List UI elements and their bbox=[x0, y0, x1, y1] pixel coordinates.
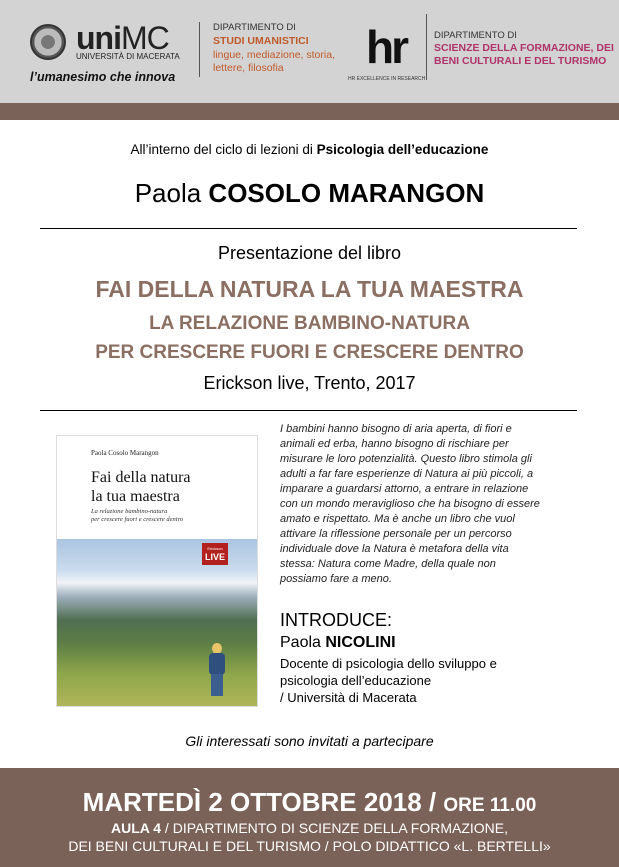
intro-prefix: All’interno del ciclo di lezioni di bbox=[130, 142, 317, 157]
introducer-first-name: Paola bbox=[280, 634, 326, 651]
divider-line bbox=[40, 228, 577, 229]
dept2-name: SCIENZE DELLA FORMAZIONE, DEI BENI CULTURALI E DEL TURISMO bbox=[434, 42, 614, 67]
erickson-live-badge bbox=[202, 543, 228, 565]
cover-title-line2: la tua maestra bbox=[91, 488, 180, 505]
event-date-text: MARTEDÌ 2 OTTOBRE 2018 / bbox=[82, 787, 444, 817]
book-subtitle-1: LA RELAZIONE BAMBINO-NATURA bbox=[149, 313, 470, 334]
divider-line bbox=[40, 410, 577, 411]
dept2-label: DIPARTIMENTO DI bbox=[434, 30, 517, 41]
speaker-first-name: Paola bbox=[134, 178, 209, 208]
speaker-last-name: COSOLO MARANGON bbox=[208, 178, 485, 208]
publisher-info: Erickson live, Trento, 2017 bbox=[203, 373, 416, 393]
event-room: AULA 4 bbox=[111, 820, 162, 836]
cover-subtitle bbox=[91, 508, 183, 524]
header-divider bbox=[426, 14, 427, 80]
event-location-rest: / DIPARTIMENTO DI SCIENZE DELLA FORMAZIONE, bbox=[161, 820, 508, 836]
event-location-2: DEI BENI CULTURALI E DEL TURISMO / POLO DIDATTICO «L. BERTELLI» bbox=[68, 838, 551, 854]
cover-author: Paola Cosolo Marangon bbox=[91, 449, 159, 457]
introduce-label: INTRODUCE: bbox=[280, 610, 392, 630]
cover-title-line1: Fai della natura bbox=[91, 469, 191, 486]
speaker-name bbox=[0, 178, 619, 209]
intro-line bbox=[0, 142, 619, 157]
unimc-logo-part1: uni bbox=[76, 20, 121, 56]
introducer-role-1: Docente di psicologia dello sviluppo e bbox=[280, 656, 497, 671]
unimc-subtitle: UNIVERSITÀ DI MACERATA bbox=[76, 52, 180, 61]
header-band bbox=[0, 103, 619, 120]
child-figure-icon bbox=[207, 643, 227, 698]
child-body bbox=[209, 653, 225, 675]
tagline: l’umanesimo che innova bbox=[30, 70, 176, 84]
child-legs bbox=[211, 674, 223, 696]
cover-subtitle-line1: La relazione bambino-natura bbox=[91, 508, 168, 515]
introducer-role-3: / Università di Macerata bbox=[280, 690, 417, 705]
hr-subtitle: HR EXCELLENCE IN RESEARCH bbox=[348, 76, 426, 82]
dept1-label: DIPARTIMENTO DI bbox=[213, 22, 296, 33]
invitation-text: Gli interessati sono invitati a partecipare bbox=[185, 733, 434, 749]
book-subtitle-2: PER CRESCERE FUORI E CRESCERE DENTRO bbox=[95, 342, 524, 363]
event-location-1 bbox=[0, 820, 619, 836]
university-seal-icon bbox=[30, 24, 66, 60]
book-description: I bambini hanno bisogno di aria aperta, di fiori e animali ed erba, hanno bisogno di rischiare per misurare le loro potenzialità. Questo libro stimola gli adulti a far fare esperienze di Natura ai più piccoli, a imparare a guardarsi attorno, a entrare in relazione con un mondo meraviglioso che ha bisogno di essere amato e rispettato. Ma è anche un libro che vuol attivare la riflessione personale per un percorso individuale dove la Natura è metafora della vita stessa: Natura come Madre, della quale non possiamo fare a meno. bbox=[280, 423, 540, 585]
hr-excellence-logo: hr bbox=[366, 21, 406, 73]
book-cover-image bbox=[56, 435, 258, 707]
unimc-logo-part2: MC bbox=[120, 20, 169, 56]
presentation-label: Presentazione del libro bbox=[217, 243, 402, 263]
footer-band bbox=[0, 768, 619, 867]
badge-live: LIVE bbox=[204, 552, 225, 562]
introducer-name bbox=[280, 634, 396, 652]
book-title: FAI DELLA NATURA LA TUA MAESTRA bbox=[95, 276, 524, 302]
cover-title bbox=[91, 468, 256, 506]
header-divider bbox=[199, 22, 200, 77]
event-time: ORE 11.00 bbox=[443, 795, 537, 816]
introducer-last-name: NICOLINI bbox=[325, 634, 396, 651]
course-name: Psicologia dell’educazione bbox=[316, 142, 489, 157]
introducer-role-2: psicologia dell’educazione bbox=[280, 673, 432, 688]
dept1-subtitle: lingue, mediazione, storia, lettere, filosofia bbox=[213, 49, 335, 74]
cover-subtitle-line2: per crescere fuori e crescere dentro bbox=[91, 516, 184, 523]
dept1-name: STUDI UMANISTICI bbox=[213, 35, 309, 47]
badge-publisher: Erickson bbox=[207, 546, 223, 551]
event-date bbox=[0, 787, 619, 818]
